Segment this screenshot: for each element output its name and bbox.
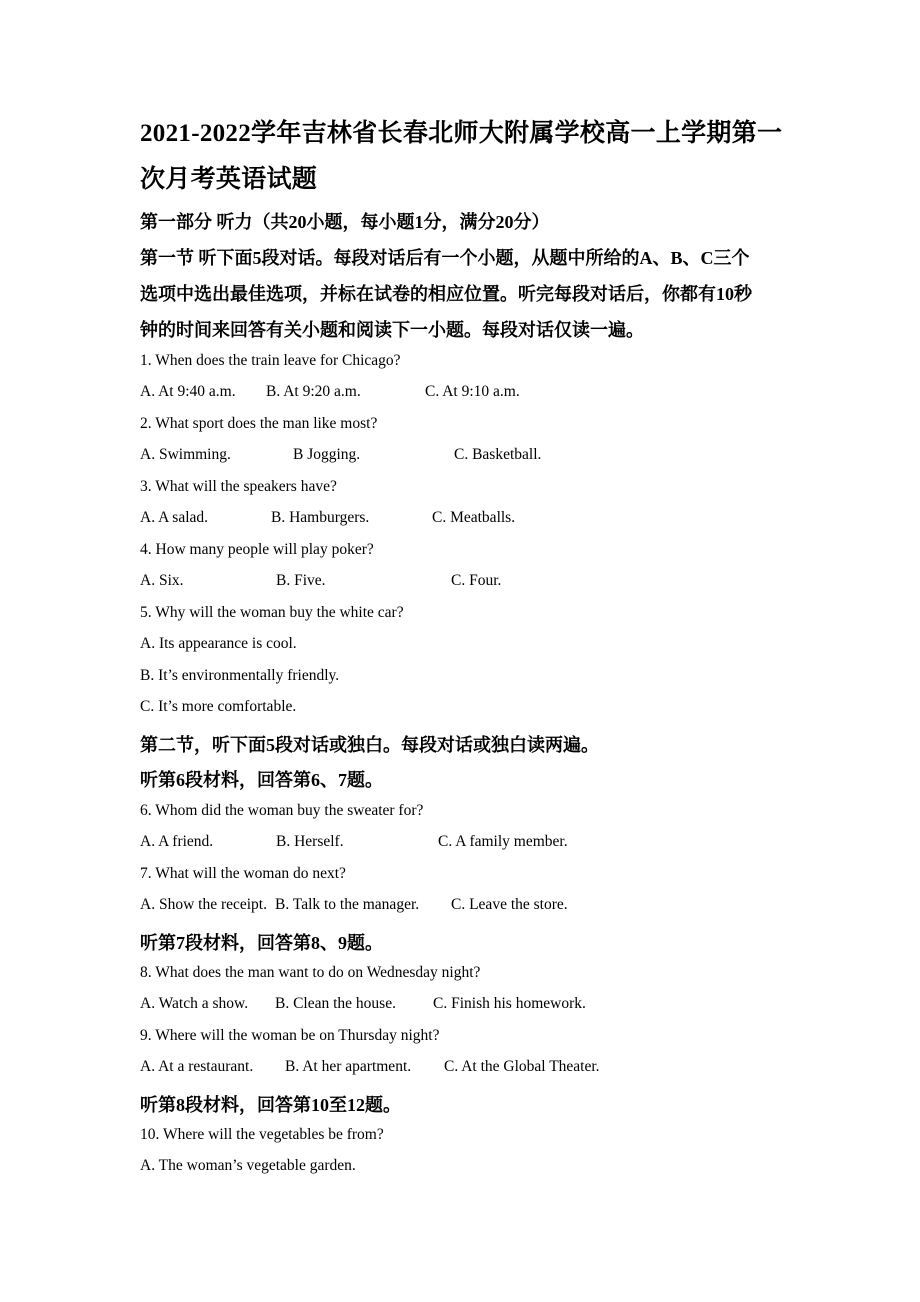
question-4-options [0,572,920,592]
option-a: A. Show the receipt. [140,896,267,913]
option-a: A. At a restaurant. [140,1058,254,1075]
question-3-options [0,509,920,529]
part1-heading: 第一部分 听力（共20小题，每小题1分，满分20分） [140,212,550,232]
option-a: A. A friend. [140,833,214,850]
option-a: A. The woman’s vegetable garden. [140,1157,356,1174]
option-a: A. Watch a show. [140,995,249,1012]
question-4: 4. How many people will play poker? [140,541,374,558]
question-3: 3. What will the speakers have? [140,478,337,495]
question-2: 2. What sport does the man like most? [140,415,378,432]
document-title-line1: 2021-2022学年吉林省长春北师大附属学校高一上学期第一 [140,120,783,147]
question-9-options [0,1058,920,1078]
option-b: B Jogging. [293,446,361,463]
option-a: A. A salad. [140,509,209,526]
option-b: B. It’s environmentally friendly. [140,667,340,684]
question-10: 10. Where will the vegetables be from? [140,1126,384,1143]
question-8: 8. What does the man want to do on Wednesday night? [140,964,481,981]
option-c: C. Basketball. [454,446,542,463]
option-c: C. Leave the store. [451,896,568,913]
option-c: C. Four. [451,572,502,589]
section1-instructions-line2: 选项中选出最佳选项，并标在试卷的相应位置。听完每段对话后，你都有10秒 [140,284,752,304]
document-title-line2: 次月考英语试题 [140,166,318,193]
question-1-options [0,383,920,403]
option-b: B. At 9:20 a.m. [266,383,361,400]
option-c: C. Meatballs. [432,509,516,526]
option-a: A. Its appearance is cool. [140,635,297,652]
material-8-heading: 听第8段材料，回答第10至12题。 [140,1095,401,1115]
material-6-heading: 听第6段材料，回答第6、7题。 [140,770,383,790]
option-a: A. Six. [140,572,184,589]
option-c: C. At the Global Theater. [444,1058,600,1075]
section2-heading: 第二节，听下面5段对话或独白。每段对话或独白读两遍。 [140,735,599,755]
option-c: C. Finish his homework. [433,995,586,1012]
option-a: A. Swimming. [140,446,231,463]
section1-instructions-line3: 钟的时间来回答有关小题和阅读下一小题。每段对话仅读一遍。 [140,320,644,340]
question-7-options [0,896,920,916]
option-a: A. At 9:40 a.m. [140,383,236,400]
option-b: B. Hamburgers. [271,509,370,526]
question-1: 1. When does the train leave for Chicago? [140,352,401,369]
question-6-options [0,833,920,853]
option-c: C. A family member. [438,833,568,850]
option-b: B. Five. [276,572,326,589]
material-7-heading: 听第7段材料，回答第8、9题。 [140,933,383,953]
section1-instructions-line1: 第一节 听下面5段对话。每段对话后有一个小题，从题中所给的A、B、C三个 [140,248,750,268]
option-b: B. Clean the house. [275,995,396,1012]
option-c: C. It’s more comfortable. [140,698,297,715]
option-c: C. At 9:10 a.m. [425,383,520,400]
question-9: 9. Where will the woman be on Thursday night? [140,1027,440,1044]
option-b: B. At her apartment. [285,1058,412,1075]
option-b: B. Talk to the manager. [275,896,420,913]
question-2-options [0,446,920,466]
question-5: 5. Why will the woman buy the white car? [140,604,404,621]
question-8-options [0,995,920,1015]
option-b: B. Herself. [276,833,344,850]
question-7: 7. What will the woman do next? [140,865,346,882]
question-6: 6. Whom did the woman buy the sweater for? [140,802,424,819]
